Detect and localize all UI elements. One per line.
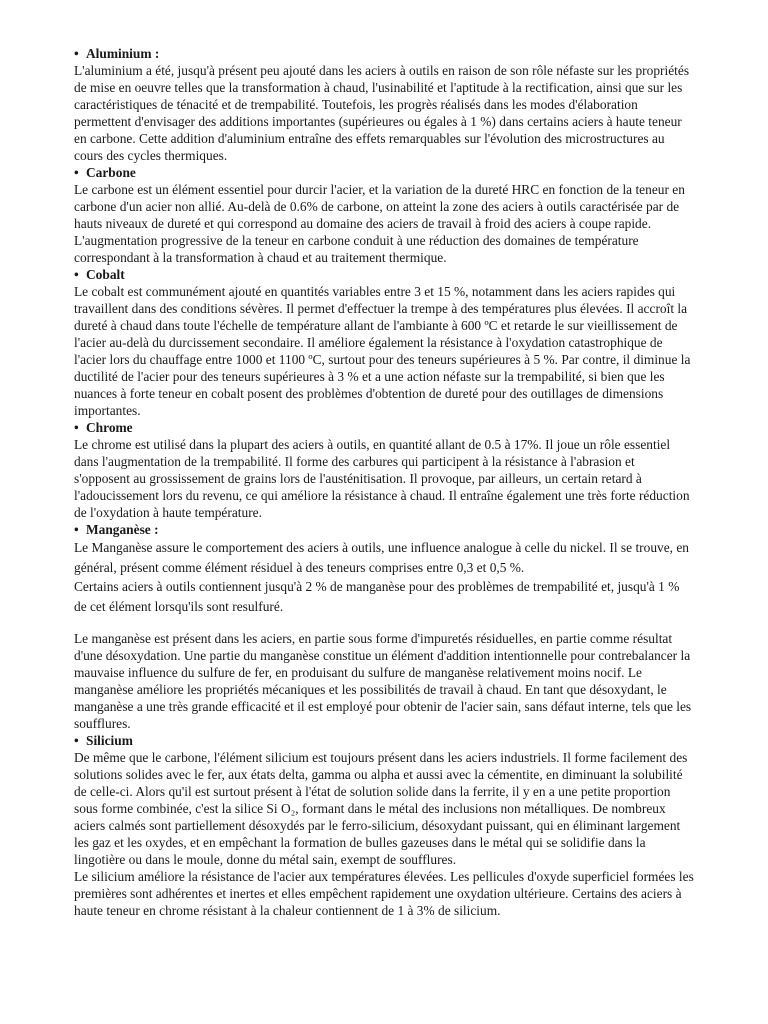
paragraph: L'aluminium a été, jusqu'à présent peu ajouté dans les aciers à outils en raison de son rôle néfaste sur les propriétés de mise en oeuvre telles que la transformation à chaud, l'usinabilité et l'aptitude à la rectification, ainsi que sur les caractéristiques de ténacité et de trempabilité. Toutefois, les progrès réalisés dans les modes d'élaboration permettent d'envisager des additions importantes (supérieures ou égales à 1 %) dans certains aciers à haute teneur en carbone. Cette addition d'aluminium entraîne des effets remarquables sur l'évolution des microstructures au cours des cycles thermiques. [74,63,690,163]
heading-text: Silicium [86,733,133,748]
bullet-icon: • [74,165,79,180]
heading-text: Chrome [86,420,133,435]
heading-text: Manganèse : [86,522,159,537]
heading-text: Cobalt [86,267,125,282]
paragraph: Le silicium améliore la résistance de l'acier aux températures élevées. Les pellicules d'oxyde superficiel formées les premières sont adhérentes et inertes et elles empêchent rapidement une oxydation ultérieure. Certains des aciers à haute teneur en chrome résistant à la chaleur contiennent de 1 à 3% de silicium. [74,869,694,918]
bullet-icon: • [74,733,79,748]
bullet-icon: • [74,420,79,435]
paragraph: De même que le carbone, l'élément silicium est toujours présent dans les aciers industriels. Il forme facilement des solutions solides avec le fer, aux états delta, gamma ou alpha et aussi avec la cémentite, en diminuant la solubilité de celle-ci. Alors qu'il est surtout présent à l'état de solution solide dans la ferrite, il y en a une petite proportion sous forme combinée, c'est la silice Si O₂, formant dans le métal des inclusions non métalliques. De nombreux aciers calmés sont partiellement désoxydés par le ferro-silicium, désoxydant puissant, qui en éliminant largement les gaz et les oxydes, et en empêchant la formation de bulles gazeuses dans le métal qui se solidifie dans la lingotière ou dans le moule, donne du métal sain, exempt de soufflures. [74,750,688,867]
paragraph-spacer [74,616,694,630]
paragraph: Le Manganèse assure le comportement des aciers à outils, une influence analogue à celle du nickel. Il se trouve, en général, présent comme élément résiduel à des teneurs comprises entre 0,3 et 0,5 %. [74,540,689,575]
paragraph: Certains aciers à outils contiennent jusqu'à 2 % de manganèse pour des problèmes de trempabilité et, jusqu'à 1 % de cet élément lorsqu'ils sont resulfuré. [74,579,680,614]
paragraph: Le carbone est un élément essentiel pour durcir l'acier, et la variation de la dureté HRC en fonction de la teneur en carbone d'un acier non allié. Au-delà de 0.6% de carbone, on atteint la zone des aciers à outils caractérisée par de hauts niveaux de dureté et qui correspond au domaine des aciers de travail à froid des aciers à coupe rapide. L'augmentation progressive de la teneur en carbone conduit à une réduction des domaines de température correspondant à la transformation à chaud et au traitement thermique. [74,182,685,265]
bullet-icon: • [74,522,79,537]
paragraph: Le cobalt est communément ajouté en quantités variables entre 3 et 15 %, notamment dans les aciers rapides qui travaillent dans des conditions sévères. Il permet d'effectuer la trempe à des températures plus élevées. Il accroît la dureté à chaud dans toute l'échelle de température allant de l'ambiante à 600 ºC et retarde le sur vieillissement de l'acier au-delà du durcissement secondaire. Il améliore également la résistance à l'oxydation catastrophique de l'acier lors du chauffage entre 1000 et 1100 ºC, surtout pour des teneurs supérieures à 5 %. Par contre, il diminue la ductilité de l'acier pour des teneurs supérieures à 3 % et a une action néfaste sur la trempabilité, si bien que les nuances à forte teneur en cobalt posent des problèmes d'obtention de dureté pour des outillages de dimensions importantes. [74,284,691,418]
section-heading-manganese [74,521,694,538]
heading-text: Carbone [86,165,136,180]
paragraph: Le chrome est utilisé dans la plupart des aciers à outils, en quantité allant de 0.5 à 17%. Il joue un rôle essentiel dans l'augmentation de la trempabilité. Il forme des carbures qui participent à la résistance à l'abrasion et s'opposent au grossissement de grains lors de l'austénitisation. Il provoque, par ailleurs, un certain retard à l'adoucissement lors du revenu, ce qui améliore la résistance à chaud. Il entraîne également une très forte réduction de l'oxydation à haute température. [74,437,690,520]
document-body [74,45,694,919]
bullet-icon: • [74,267,79,282]
section-heading-chrome [74,419,694,436]
bullet-icon: • [74,46,79,61]
section-heading-carbone [74,164,694,181]
section-heading-cobalt [74,266,694,283]
paragraph: Le manganèse est présent dans les aciers, en partie sous forme d'impuretés résiduelles, en partie comme résultat d'une désoxydation. Une partie du manganèse constitue un élément d'addition intentionnelle pour contrebalancer la mauvaise influence du sulfure de fer, en produisant du sulfure de manganèse relativement moins nocif. Le manganèse améliore les propriétés mécaniques et les possibilités de travail à chaud. En tant que désoxydant, le manganèse a une très grande efficacité et il est employé pour obtenir de l'acier sain, sans défaut interne, tels que les soufflures. [74,631,692,731]
section-heading-silicium [74,732,694,749]
section-heading-aluminium [74,45,694,62]
heading-text: Aluminium : [86,46,160,61]
